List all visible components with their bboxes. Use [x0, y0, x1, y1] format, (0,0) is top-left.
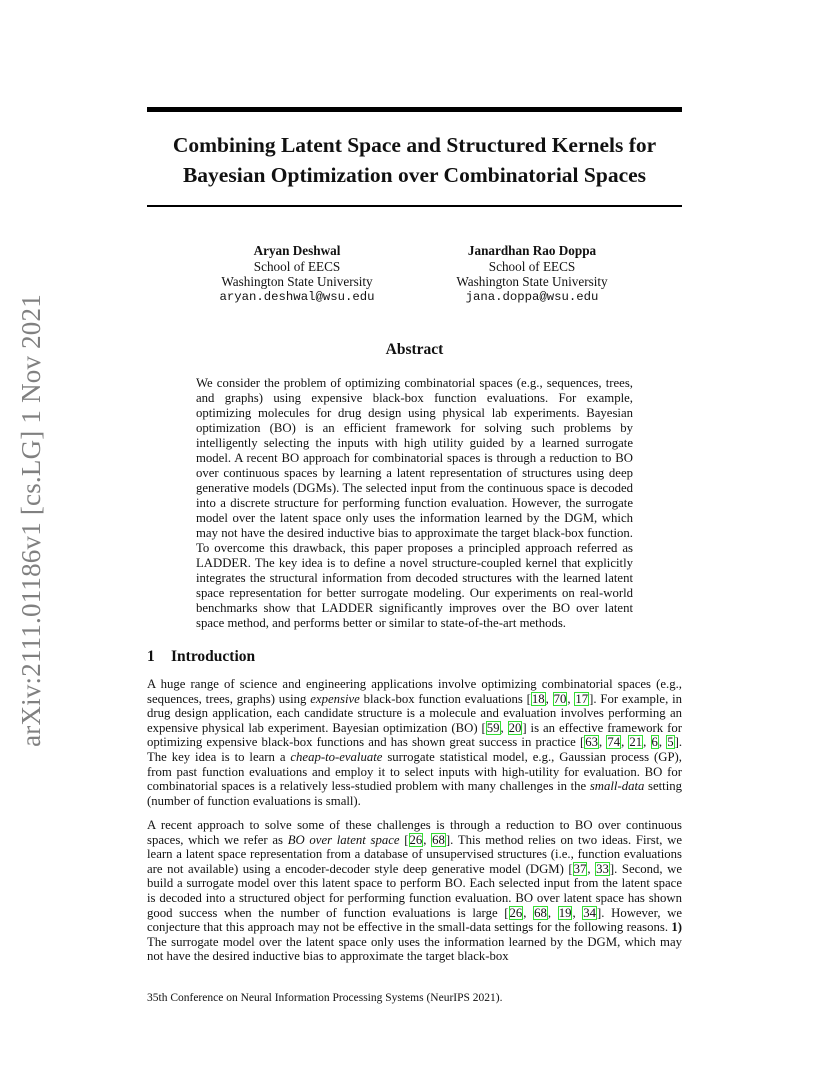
- conference-footer: 35th Conference on Neural Information Processing Systems (NeurIPS 2021).: [147, 992, 503, 1004]
- section-heading: [147, 648, 255, 666]
- emphasis: small-data: [589, 779, 645, 794]
- author-email: jana.doppa@wsu.edu: [465, 289, 599, 304]
- text-run: . However, we conjecture that this approach may not be effective in the small-data settings for the following reasons.: [147, 905, 683, 935]
- citation-link[interactable]: 68: [432, 832, 445, 847]
- author-name: Janardhan Rao Doppa: [467, 243, 597, 258]
- text-run: . For example, in drug design application, each candidate structure is a molecule and evaluation involves performing an expensive physical lab experiment. Bayesian optimization (BO): [147, 691, 682, 735]
- citation-link[interactable]: 74: [607, 735, 621, 750]
- citation-link[interactable]: 34: [583, 905, 597, 920]
- intro-paragraph-2: A recent approach to solve some of these challenges is through a reduction to BO over continuous spaces, which we refer as BO over latent space [26, 68]. This method relies on two ideas. First, we learn a latent space representation from a database of unsupervised structures (i.e., function evaluations are not available) using a encoder-decoder style deep generative model (DGM) [37, 33]. Second, we build a surrogate model over this latent space to perform BO. Each selected input from the latent space is decoded into a structured object for performing function evaluation. BO over latent space has shown good success when the number of function evaluations is large [26, 68, 19, 34]. However, we conjecture that this approach may not be effective in the small-data settings for the following reasons. 1) The surrogate model over the latent space only uses the information learned by the DGM, which may not have the desired inductive bias to approximate the target black-box: [147, 818, 683, 964]
- text-run: . Second, we build a surrogate model over this latent space to perform BO. Each selected input from the latent space is decoded into a structured object for performing function evaluation. BO over latent space has shown good success when the number of function evaluations is large: [147, 861, 682, 920]
- citation-link[interactable]: 18: [531, 691, 545, 706]
- emphasis: expensive: [310, 691, 360, 706]
- citation-link[interactable]: 20: [508, 720, 522, 735]
- paper-title: [147, 130, 682, 190]
- title-bottom-rule: [147, 205, 682, 207]
- text-run: A recent approach to solve some of these challenges is through a reduction to BO over continuous spaces, which we refer as: [147, 818, 682, 847]
- emphasis: BO over latent space: [287, 832, 400, 847]
- citation-link[interactable]: 19: [558, 905, 572, 920]
- section-number: 1: [147, 648, 155, 665]
- citation-link[interactable]: 21: [629, 735, 643, 750]
- title-line-1: Combining Latent Space and Structured Kernels for: [172, 133, 657, 157]
- text-run: setting (number of function evaluations is small).: [147, 779, 682, 808]
- citation-link[interactable]: 59: [486, 720, 500, 735]
- citation-link[interactable]: 70: [553, 691, 567, 706]
- title-top-rule: [147, 107, 682, 112]
- citation-link[interactable]: 37: [573, 861, 587, 876]
- citation-link[interactable]: 63: [585, 735, 598, 750]
- text-run: . This method relies on two ideas. First, we learn a latent space representation from a database of unsupervised structures (i.e., function evaluations are not available) using a encoder-decoder style deep generative model (DGM): [147, 832, 683, 876]
- author-email: aryan.deshwal@wsu.edu: [219, 289, 375, 304]
- intro-paragraph-1: A huge range of science and engineering applications involve optimizing combinatorial spaces (e.g., sequences, trees, graphs) using expensive black-box function evaluations [18, 70, 17]. For example, in drug design application, each candidate structure is a molecule and evaluation involves performing an expensive physical lab experiment. Bayesian optimization (BO) [59, 20] is an effective framework for optimizing expensive black-box functions and has shown great success in practice [63, 74, 21, 6, 5]. The key idea is to learn a cheap-to-evaluate surrogate statistical model, e.g., Gaussian process (GP), from past function evaluations and employ it to select inputs with high-utility for evaluation. BO for combinatorial spaces is a relatively less-studied problem with many challenges in the small-data setting (number of function evaluations is small).: [147, 677, 683, 808]
- arxiv-sidebar-stamp: [6, 290, 56, 750]
- author-block-1: [197, 243, 397, 305]
- author-department: School of EECS: [253, 258, 341, 274]
- text-run: The surrogate model over the latent space only uses the information learned by the DGM, which may not have the desired inductive bias to approximate the target black-box: [147, 934, 682, 964]
- author-affiliation: Washington State University: [221, 274, 373, 289]
- author-department: School of EECS: [488, 258, 576, 274]
- section-title: Introduction: [171, 648, 256, 665]
- author-affiliation: Washington State University: [456, 274, 608, 289]
- citation-link[interactable]: 17: [575, 691, 589, 706]
- author-name: Aryan Deshwal: [253, 243, 341, 258]
- emphasis: cheap-to-evaluate: [290, 749, 383, 764]
- citation-link[interactable]: 6: [651, 735, 658, 750]
- bold-marker: 1): [671, 920, 682, 935]
- abstract-heading: Abstract: [385, 341, 444, 358]
- citation-link[interactable]: 26: [409, 832, 423, 847]
- text-run: is an effective framework for optimizing expensive black-box functions and has shown great success in practice: [147, 720, 682, 750]
- text-run: surrogate statistical model, e.g., Gaussian process (GP), from past function evaluations and employ it to select inputs with high-utility for evaluation. BO for combinatorial spaces is a relatively less-studied problem with many challenges in the: [147, 749, 682, 794]
- text-run: . The key idea is to learn a: [147, 735, 683, 764]
- author-block-2: [432, 243, 632, 305]
- text-run: black-box function evaluations: [359, 691, 527, 706]
- citation-link[interactable]: 26: [509, 905, 523, 920]
- citation-link[interactable]: 68: [534, 905, 547, 920]
- citation-link[interactable]: 5: [667, 735, 674, 750]
- title-line-2: Bayesian Optimization over Combinatorial Spaces: [182, 163, 647, 187]
- text-run: A huge range of science and engineering applications involve optimizing combinatorial spaces (e.g., sequences, trees, graphs) using: [147, 677, 682, 706]
- arxiv-identifier: arXiv:2111.01186v1 [cs.LG] 1 Nov 2021: [15, 293, 46, 747]
- citation-link[interactable]: 33: [596, 861, 609, 876]
- abstract-text: We consider the problem of optimizing combinatorial spaces (e.g., sequences, trees, and graphs) using expensive black-box function evaluations. For example, optimizing molecules for drug design using physical lab experiments. Bayesian optimization (BO) is an efficient framework for solving such problems by intelligently selecting the inputs with high utility guided by a learned surrogate model. A recent BO approach for combinatorial spaces is through a reduction to BO over continuous spaces by learning a latent representation of structures using deep generative models (DGMs). The selected input from the continuous space is decoded into a discrete structure for performing function evaluation. However, the surrogate model over the latent space only uses the information learned by the DGM, which may not have the desired inductive bias to approximate the target black-box function. To overcome this drawback, this paper proposes a principled approach referred as LADDER. The key idea is to define a novel structure-coupled kernel that explicitly integrates the structural information from decoded structures with the learned latent space representation for better surrogate modeling. Our experiments on real-world benchmarks show that LADDER significantly improves over the BO over latent space method, and performs better or similar to state-of-the-art methods.: [196, 376, 633, 630]
